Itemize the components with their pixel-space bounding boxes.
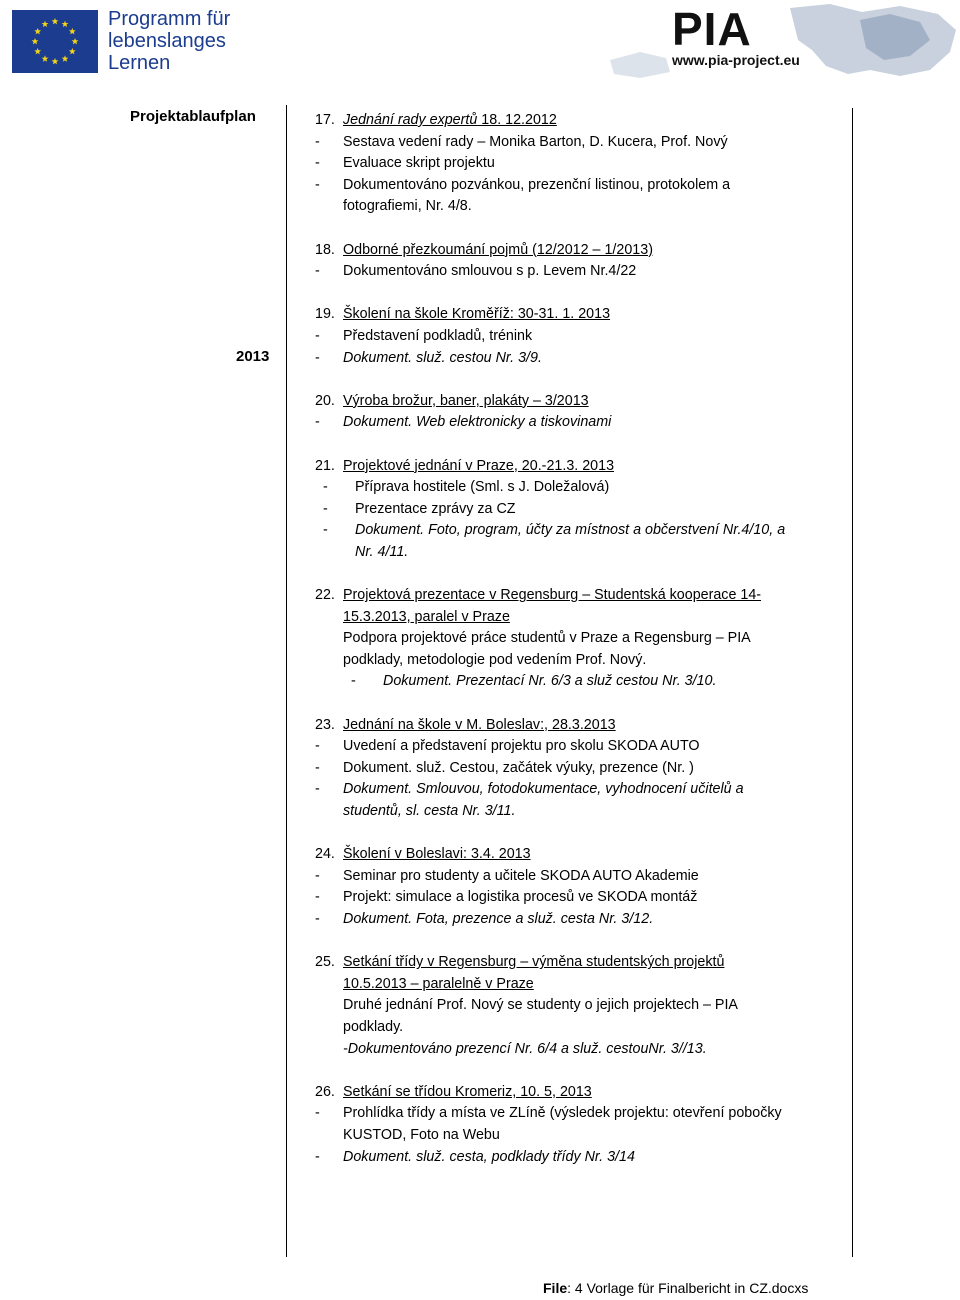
pia-wordmark: PIA — [672, 3, 752, 55]
item-title-cont: 15.3.2013, paralel v Praze — [343, 608, 510, 625]
bullet-dash: - — [315, 263, 320, 280]
item-line: podklady. — [343, 1018, 404, 1035]
item-line: Nr. 4/11. — [355, 543, 409, 560]
bullet-dash: - — [323, 522, 328, 539]
item-line: Prohlídka třídy a místa ve ZLíně (výsledek projektu: otevření pobočky — [343, 1105, 782, 1122]
item-line: Dokument. Foto, program, účty za místnost a občerstvení Nr.4/10, a — [355, 522, 786, 539]
item-line: Příprava hostitele (Sml. s J. Doležalová) — [355, 479, 610, 496]
item-line: Dokument. služ. cestou Nr. 3/9. — [343, 349, 542, 366]
item-title: Odborné přezkoumání pojmů (12/2012 – 1/2013) — [343, 241, 653, 258]
bullet-dash: - — [315, 738, 320, 755]
item-line: Evaluace skript projektu — [343, 155, 495, 172]
item-number: 20. — [315, 392, 335, 409]
item-line: Dokument. Smlouvou, fotodokumentace, vyhodnocení učitelů a — [343, 781, 744, 798]
item-number: 22. — [315, 587, 335, 604]
list-item — [315, 391, 835, 434]
bullet-dash: - — [315, 414, 320, 431]
bullet-dash: - — [315, 1148, 320, 1165]
item-line: Dokument. Prezentací Nr. 6/3 a služ cestou Nr. 3/10. — [383, 673, 717, 690]
item-title: Setkání se třídou Kromeriz, 10. 5, 2013 — [343, 1083, 592, 1100]
item-line: Dokument. Web elektronicky a tiskovinami — [343, 414, 612, 431]
bullet-dash: - — [315, 867, 320, 884]
eu-program-title: Programm für lebenslanges Lernen — [108, 8, 231, 74]
item-title: Setkání třídy v Regensburg – výměna studentských projektů — [343, 954, 725, 971]
item-number: 17. — [315, 112, 335, 128]
pia-logo — [600, 0, 960, 80]
item-line: Sestava vedení rady – Monika Barton, D. Kucera, Prof. Nový — [343, 133, 728, 150]
item-line: Dokumentováno pozvánkou, prezenční listinou, protokolem a — [343, 176, 731, 193]
bullet-dash: - — [315, 327, 320, 344]
table-divider-right — [852, 108, 853, 1257]
item-number: 23. — [315, 716, 335, 733]
item-line: studentů, sl. cesta Nr. 3/11. — [343, 803, 516, 819]
list-item — [315, 456, 835, 564]
item-line: Projekt: simulace a logistika procesů ve SKODA montáž — [343, 889, 698, 906]
list-item — [315, 304, 835, 369]
item-title: Jednání rady expertů — [343, 112, 478, 128]
row-label: Projektablaufplan — [130, 108, 256, 125]
item-line: KUSTOD, Foto na Webu — [343, 1126, 500, 1143]
item-line: Podpora projektové práce studentů v Praze a Regensburg – PIA — [343, 630, 751, 647]
year-label: 2013 — [236, 348, 270, 365]
item-line: Dokumentováno smlouvou s p. Levem Nr.4/22 — [343, 263, 637, 280]
item-date: 18. 12.2012 — [477, 112, 557, 128]
bullet-dash: - — [351, 673, 356, 690]
bullet-dash: - — [315, 349, 320, 366]
item-number: 19. — [315, 306, 335, 323]
item-number: 18. — [315, 241, 335, 258]
item-title-cont: 10.5.2013 – paralelně v Praze — [343, 975, 534, 992]
item-line: Dokument. služ. Cestou, začátek výuky, prezence (Nr. ) — [343, 759, 694, 776]
table-divider-left — [286, 105, 287, 1257]
page-header — [0, 0, 960, 80]
list-item — [315, 1082, 835, 1168]
item-line: Seminar pro studenty a učitele SKODA AUTO Akademie — [343, 867, 699, 884]
item-line: -Dokumentováno prezencí Nr. 6/4 a služ. cestouNr. 3//13. — [343, 1040, 707, 1057]
list-item — [315, 715, 835, 823]
item-line: Dokument. služ. cesta, podklady třídy Nr. 3/14 — [343, 1148, 635, 1165]
footer-filename: : 4 Vorlage für Finalbericht in CZ.docxs — [567, 1280, 809, 1296]
item-number: 24. — [315, 846, 335, 863]
bullet-dash: - — [315, 133, 320, 150]
schedule-list — [315, 110, 835, 1168]
list-item — [315, 110, 835, 218]
item-title: Školení v Boleslavi: 3.4. 2013 — [343, 846, 531, 863]
eu-flag-icon — [12, 10, 98, 73]
bullet-dash: - — [315, 155, 320, 172]
item-title: Výroba brožur, baner, plakáty – 3/2013 — [343, 392, 589, 409]
list-item — [315, 240, 835, 283]
bullet-dash: - — [315, 759, 320, 776]
item-title: Jednání na škole v M. Boleslav:, 28.3.2013 — [343, 716, 616, 733]
bullet-dash: - — [315, 889, 320, 906]
item-title: Projektová prezentace v Regensburg – Studentská kooperace 14- — [343, 587, 762, 604]
item-line: Uvedení a představení projektu pro skolu SKODA AUTO — [343, 738, 700, 755]
item-line: fotografiemi, Nr. 4/8. — [343, 198, 472, 215]
page-footer — [543, 1280, 808, 1296]
item-line: podklady, metodologie pod vedením Prof. Nový. — [343, 651, 647, 668]
bullet-dash: - — [323, 479, 328, 496]
list-item — [315, 585, 835, 693]
item-number: 25. — [315, 954, 335, 971]
item-line: Představení podkladů, trénink — [343, 327, 533, 344]
item-line: Dokument. Fota, prezence a služ. cesta Nr. 3/12. — [343, 910, 654, 927]
bullet-dash: - — [323, 500, 328, 517]
item-number: 21. — [315, 457, 335, 474]
item-line: Druhé jednání Prof. Nový se studenty o jejich projektech – PIA — [343, 997, 738, 1014]
bullet-dash: - — [315, 176, 320, 193]
pia-website-link[interactable]: www.pia-project.eu — [672, 52, 800, 68]
item-line: Prezentace zprávy za CZ — [355, 500, 516, 517]
list-item — [315, 952, 835, 1060]
europe-map-icon — [600, 0, 960, 80]
bullet-dash: - — [315, 781, 320, 798]
item-title: Projektové jednání v Praze, 20.-21.3. 2013 — [343, 457, 615, 474]
item-title: Školení na škole Kroměříž: 30-31. 1. 2013 — [343, 306, 611, 323]
bullet-dash: - — [315, 1105, 320, 1122]
item-number: 26. — [315, 1083, 335, 1100]
bullet-dash: - — [315, 910, 320, 927]
list-item — [315, 844, 835, 930]
footer-label: File — [543, 1280, 568, 1296]
